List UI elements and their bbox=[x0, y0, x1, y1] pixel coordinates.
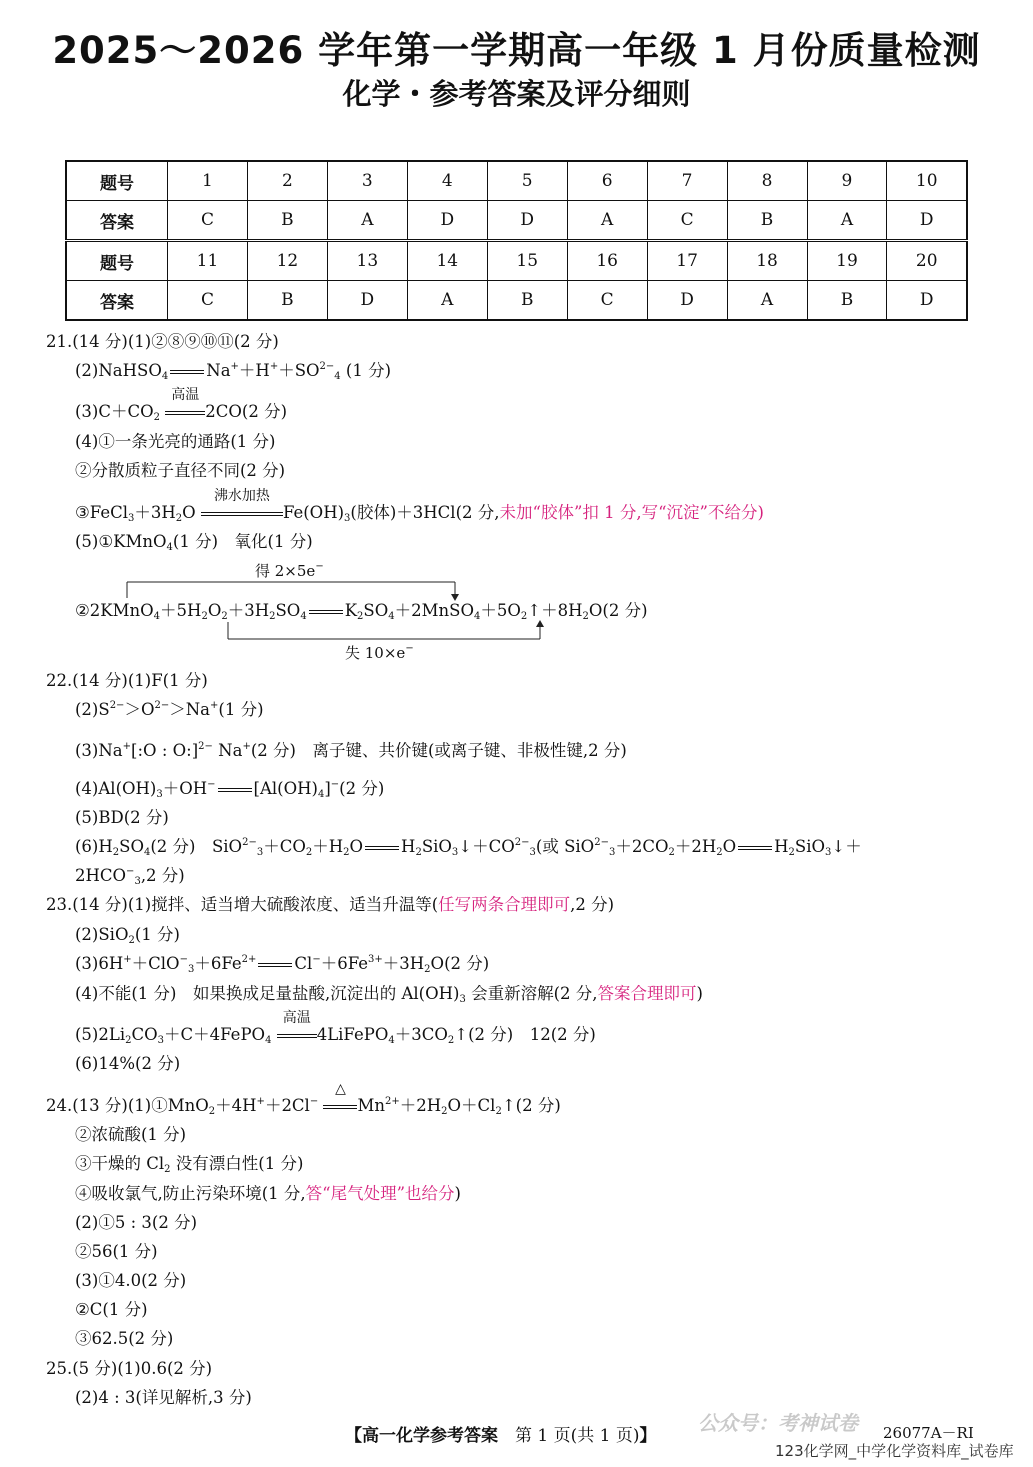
q22-line6: $(6)H_2SO_4(2$ 分) $SiO^{2-}_3+CO_2+H_2O$ $H_2SiO_3↓+CO^{2-}_3$(或 $SiO^{2-}_3+2CO_2+2H_2O$ $H_2SiO_3↓+$ bbox=[75, 837, 862, 858]
condition-high-temp: 高温 bbox=[171, 387, 200, 403]
q23-line5: $(5)2Li_2CO_3+C+4FePO_4$ 高温 $4LiFePO_4+3CO_2↑(2$ 分) 12(2 分) bbox=[75, 1024, 596, 1046]
q21-line1: 21.(14 分)(1)②⑧⑨⑩⑪(2 分) bbox=[46, 332, 279, 351]
answer-cell: C bbox=[647, 201, 727, 241]
q24-line3: ③干燥的 $Cl_2$ 没有漂白性(1 分) bbox=[75, 1154, 304, 1175]
answer-cell: C bbox=[567, 281, 647, 321]
grading-note: 未加“胶体”扣 1 分,写“沉淀”不给分) bbox=[499, 503, 764, 522]
q21-line3: $(3)C+CO_2$ 高温 2CO(2 分) bbox=[75, 401, 287, 423]
answer-cell: B bbox=[247, 281, 327, 321]
q22-line3: (3)Na+[:O : O:]$^{2-}$ Na+(2 分) 离子键、共价键(或离子键、非极性键,2 分) bbox=[75, 741, 627, 760]
row-label: 答案 bbox=[66, 201, 168, 241]
question-number-cell: 6 bbox=[567, 161, 647, 201]
condition-heat: △ bbox=[335, 1081, 346, 1097]
q24-line6: ②56(1 分) bbox=[75, 1242, 158, 1261]
question-number-cell: 14 bbox=[407, 241, 487, 281]
question-number-cell: 3 bbox=[327, 161, 407, 201]
question-number-cell: 15 bbox=[487, 241, 567, 281]
answer-cell: A bbox=[727, 281, 807, 321]
q22-line5: (5)BD(2 分) bbox=[75, 808, 169, 827]
question-number-cell: 9 bbox=[807, 161, 887, 201]
question-number-cell: 16 bbox=[567, 241, 647, 281]
answer-cell: C bbox=[168, 281, 248, 321]
q25-line2: (2)4 : 3(详见解析,3 分) bbox=[75, 1388, 252, 1407]
answer-cell: A bbox=[567, 201, 647, 241]
watermark-site: 123化学网_中学化学资料库_试卷库 bbox=[775, 1442, 1014, 1460]
question-number-cell: 10 bbox=[887, 161, 967, 201]
question-number-cell: 19 bbox=[807, 241, 887, 281]
answer-table bbox=[65, 160, 968, 321]
question-number-cell: 5 bbox=[487, 161, 567, 201]
q21-line8: $②2KMnO_4+5H_2O_2+3H_2SO_4$ $K_2SO_4+2MnSO_4+5O_2↑+8H_2O(2$ 分) bbox=[75, 601, 648, 622]
question-number-cell: 4 bbox=[407, 161, 487, 201]
q23-line3: $(3)6H^++ClO^-_3+6Fe^{2+}$ $Cl^-+6Fe^{3+}+3H_2O(2$ 分) bbox=[75, 954, 490, 975]
q24-line4: ④吸收氯气,防止污染环境(1 分,答“尾气处理”也给分) bbox=[75, 1184, 461, 1203]
q21-line5: ②分散质粒子直径不同(2 分) bbox=[75, 461, 286, 480]
question-number-cell: 13 bbox=[327, 241, 407, 281]
q24-line2: ②浓硫酸(1 分) bbox=[75, 1125, 187, 1144]
q25-line1: 25.(5 分)(1)0.6(2 分) bbox=[46, 1359, 213, 1378]
question-number-cell: 11 bbox=[168, 241, 248, 281]
grading-note: 答“尾气处理”也给分 bbox=[305, 1184, 455, 1203]
answer-cell: D bbox=[327, 281, 407, 321]
question-number-cell: 17 bbox=[647, 241, 727, 281]
answer-cell: B bbox=[487, 281, 567, 321]
q24-line1: 24.(13 分)(1)①MnO$_2$＋4H+＋2Cl− △ $Mn^{2+}+2H_2O+Cl_2↑(2$ 分) bbox=[46, 1095, 561, 1117]
q22-line2: $(2)S^{2-}>O^{2-}>Na^+(1$ 分) bbox=[75, 700, 264, 719]
answer-cell: D bbox=[407, 201, 487, 241]
q24-line9: ③62.5(2 分) bbox=[75, 1329, 174, 1348]
q22-line1: 22.(14 分)(1)F(1 分) bbox=[46, 671, 208, 690]
question-number-cell: 1 bbox=[168, 161, 248, 201]
answer-cell: D bbox=[887, 281, 967, 321]
question-number-cell: 12 bbox=[247, 241, 327, 281]
answer-row bbox=[66, 281, 967, 321]
question-number-cell: 20 bbox=[887, 241, 967, 281]
answer-cell: D bbox=[887, 201, 967, 241]
condition-boil: 沸水加热 bbox=[213, 488, 270, 504]
page-footer: 【高一化学参考答案 第 1 页(共 1 页)】 bbox=[345, 1426, 657, 1446]
q23-line2: (2)SiO$_2$(1 分) bbox=[75, 925, 180, 946]
doc-code: 26077A－RI bbox=[883, 1424, 974, 1442]
answer-cell: D bbox=[647, 281, 727, 321]
answer-cell: A bbox=[407, 281, 487, 321]
question-number-cell: 8 bbox=[727, 161, 807, 201]
question-number-row bbox=[66, 161, 967, 201]
grading-note: 任写两条合理即可 bbox=[438, 895, 571, 914]
q21-line2: (2)NaHSO$_4$ $Na^++H^++SO^{2-}_4$ (1 分) bbox=[75, 361, 392, 382]
q23-line4: (4)不能(1 分) 如果换成足量盐酸,沉淀出的 $Al(OH)_3$ 会重新溶解(2 分,答案合理即可) bbox=[75, 984, 703, 1005]
answer-cell: C bbox=[168, 201, 248, 241]
answer-cell: D bbox=[487, 201, 567, 241]
q22-line7: $2HCO^-_3,2$ 分) bbox=[75, 866, 185, 887]
answer-cell: A bbox=[327, 201, 407, 241]
answer-cell: B bbox=[807, 281, 887, 321]
answer-cell: A bbox=[807, 201, 887, 241]
q24-line7: (3)①4.0(2 分) bbox=[75, 1271, 187, 1290]
q24-line5: (2)①5 : 3(2 分) bbox=[75, 1213, 198, 1232]
question-number-cell: 7 bbox=[647, 161, 727, 201]
q23-line6: (6)14%(2 分) bbox=[75, 1054, 181, 1073]
answer-row bbox=[66, 201, 967, 241]
condition-high-temp: 高温 bbox=[282, 1010, 311, 1026]
question-number-row bbox=[66, 241, 967, 281]
answer-cell: B bbox=[727, 201, 807, 241]
page-title: 2025～2026 学年第一学期高一年级 1 月份质量检测 bbox=[52, 29, 981, 72]
electron-gain-label: 得 2×5e− bbox=[255, 561, 324, 580]
q21-line6: $③FeCl_3+3H_2O$ 沸水加热 $Fe(OH)_3$(胶体)＋3HCl(2 分,未加“胶体”扣 1 分,写“沉淀”不给分) bbox=[75, 502, 764, 524]
row-label: 题号 bbox=[66, 241, 168, 281]
question-number-cell: 2 bbox=[247, 161, 327, 201]
page-number: 第 1 页(共 1 页) bbox=[515, 1426, 640, 1446]
q24-line8: ②C(1 分) bbox=[75, 1300, 148, 1319]
q22-line4: $(4)Al(OH)_3+OH^-$ $[Al(OH)_4]^-(2$ 分) bbox=[75, 779, 385, 800]
q21-line7: (5)①KMnO$_4$(1 分) 氧化(1 分) bbox=[75, 532, 313, 553]
q21-line4: (4)①一条光亮的通路(1 分) bbox=[75, 432, 276, 451]
question-number-cell: 18 bbox=[727, 241, 807, 281]
watermark-wechat: 公众号：考神试卷 bbox=[698, 1411, 858, 1435]
page-subtitle: 化学・参考答案及评分细则 bbox=[342, 77, 691, 111]
q23-line1: 23.(14 分)(1)搅拌、适当增大硫酸浓度、适当升温等(任写两条合理即可,2 分) bbox=[46, 895, 615, 914]
row-label: 答案 bbox=[66, 281, 168, 321]
electron-loss-label: 失 10×e− bbox=[345, 643, 414, 662]
answer-cell: B bbox=[247, 201, 327, 241]
row-label: 题号 bbox=[66, 161, 168, 201]
grading-note: 答案合理即可 bbox=[597, 984, 697, 1003]
